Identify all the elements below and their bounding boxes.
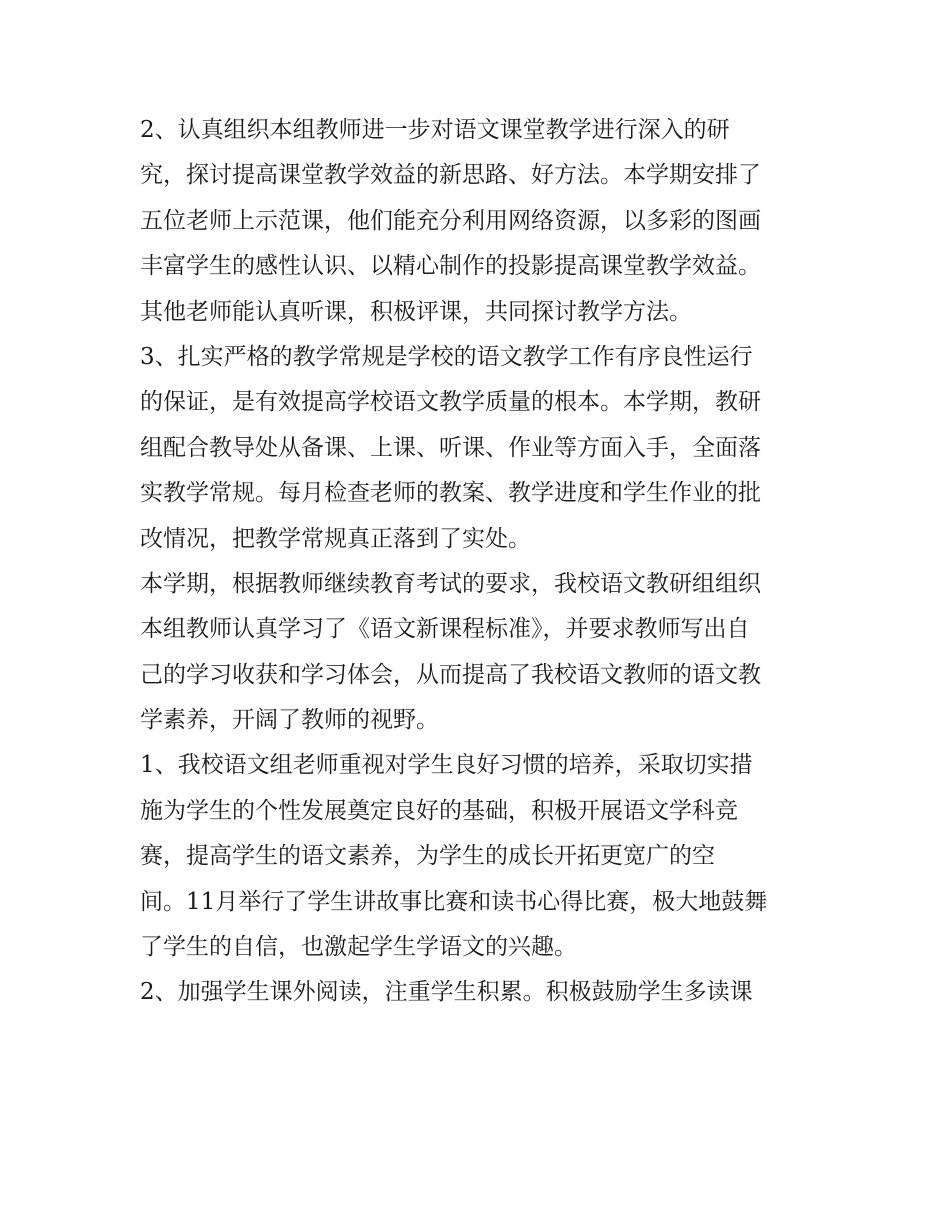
text-line: 学素养，开阔了教师的视野。	[140, 707, 439, 734]
text-line: 组配合教导处从备课、上课、听课、作业等方面入手，全面落	[140, 434, 761, 461]
text-line: 赛，提高学生的语文素养，为学生的成长开拓更宽广的空	[140, 843, 715, 870]
text-line: 了学生的自信，也激起学生学语文的兴趣。	[140, 934, 577, 961]
document-body	[140, 108, 820, 1016]
text-line: 实教学常规。每月检查老师的教案、教学进度和学生作业的批	[140, 480, 761, 507]
text-line: 间。11月举行了学生讲故事比赛和读书心得比赛，极大地鼓舞	[140, 888, 768, 915]
text-line: 五位老师上示范课，他们能充分利用网络资源，以多彩的图画	[140, 207, 761, 234]
text-line: 己的学习收获和学习体会，从而提高了我校语文教师的语文教	[140, 661, 761, 688]
text-line: 丰富学生的感性认识、以精心制作的投影提高课堂教学效益。	[140, 253, 761, 280]
text-line: 1、我校语文组老师重视对学生良好习惯的培养，采取切实措	[140, 752, 753, 779]
text-line: 3、扎实严格的教学常规是学校的语文教学工作有序良性运行	[140, 343, 753, 370]
text-line: 究，探讨提高课堂教学效益的新思路、好方法。本学期安排了	[140, 162, 761, 189]
text-line: 本学期，根据教师继续教育考试的要求，我校语文教研组组织	[140, 570, 761, 597]
text-line: 本组教师认真学习了《语文新课程标准》，并要求教师写出自	[140, 616, 750, 643]
text-line: 2、认真组织本组教师进一步对语文课堂教学进行深入的研	[140, 117, 730, 143]
text-line: 施为学生的个性发展奠定良好的基础，积极开展语文学科竞	[140, 797, 738, 824]
text-line: 其他老师能认真听课，积极评课，共同探讨教学方法。	[140, 298, 692, 325]
text-line: 的保证，是有效提高学校语文教学质量的根本。本学期，教研	[140, 389, 761, 416]
text-line: 改情况，把教学常规真正落到了实处。	[140, 525, 531, 552]
text-line: 2、加强学生课外阅读，注重学生积累。积极鼓励学生多读课	[140, 979, 753, 1006]
